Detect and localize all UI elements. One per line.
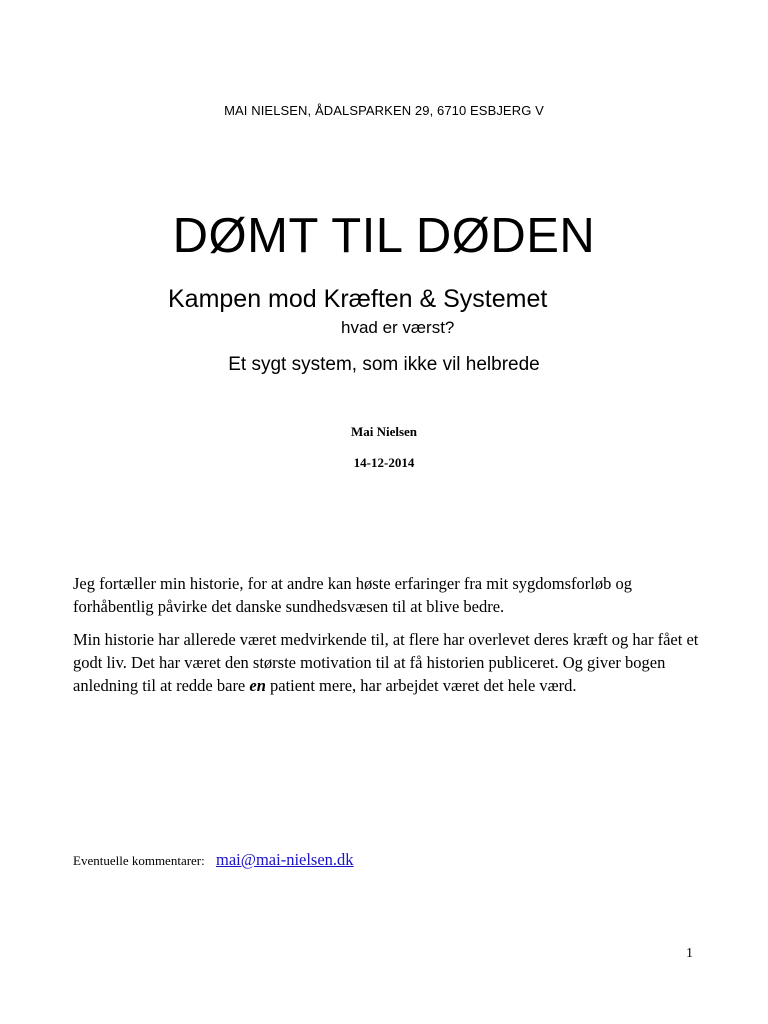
page-number: 1 — [686, 946, 693, 961]
document-subtitle-question: hvad er værst? — [341, 318, 455, 337]
paragraph-1: Jeg fortæller min historie, for at andre kan høste erfaringer fra mit sygdomsforløb og forhåbentlig påvirke det danske sundhedsvæsen til at blive bedre. — [73, 574, 633, 616]
paragraph-2 — [73, 628, 703, 697]
body-text — [73, 572, 703, 707]
comments-label: Eventuelle kommentarer: — [73, 853, 205, 868]
paragraph-2-end: patient mere, har arbejdet været det hele værd. — [265, 676, 577, 695]
paragraph-2-emphasis: en — [249, 676, 266, 695]
paragraph-2-start: Min historie har allerede været medvirkende til, at flere har overlevet deres kræft og har fået et godt liv. Det har været den største motivation til at få historien publiceret. Og giver bogen anledning til at redde bare — [73, 630, 699, 695]
address-line: MAI NIELSEN, ÅDALSPARKEN 29, 6710 ESBJERG V — [224, 103, 544, 118]
document-tagline: Et sygt system, som ikke vil helbrede — [228, 354, 540, 375]
email-link[interactable]: mai@mai-nielsen.dk — [216, 850, 354, 869]
author-name: Mai Nielsen — [350, 424, 418, 439]
document-subtitle: Kampen mod Kræften & Systemet — [168, 285, 548, 313]
comments-line — [73, 850, 354, 870]
document-title: DØMT TIL DØDEN — [172, 209, 596, 263]
document-date: 14-12-2014 — [353, 455, 415, 470]
